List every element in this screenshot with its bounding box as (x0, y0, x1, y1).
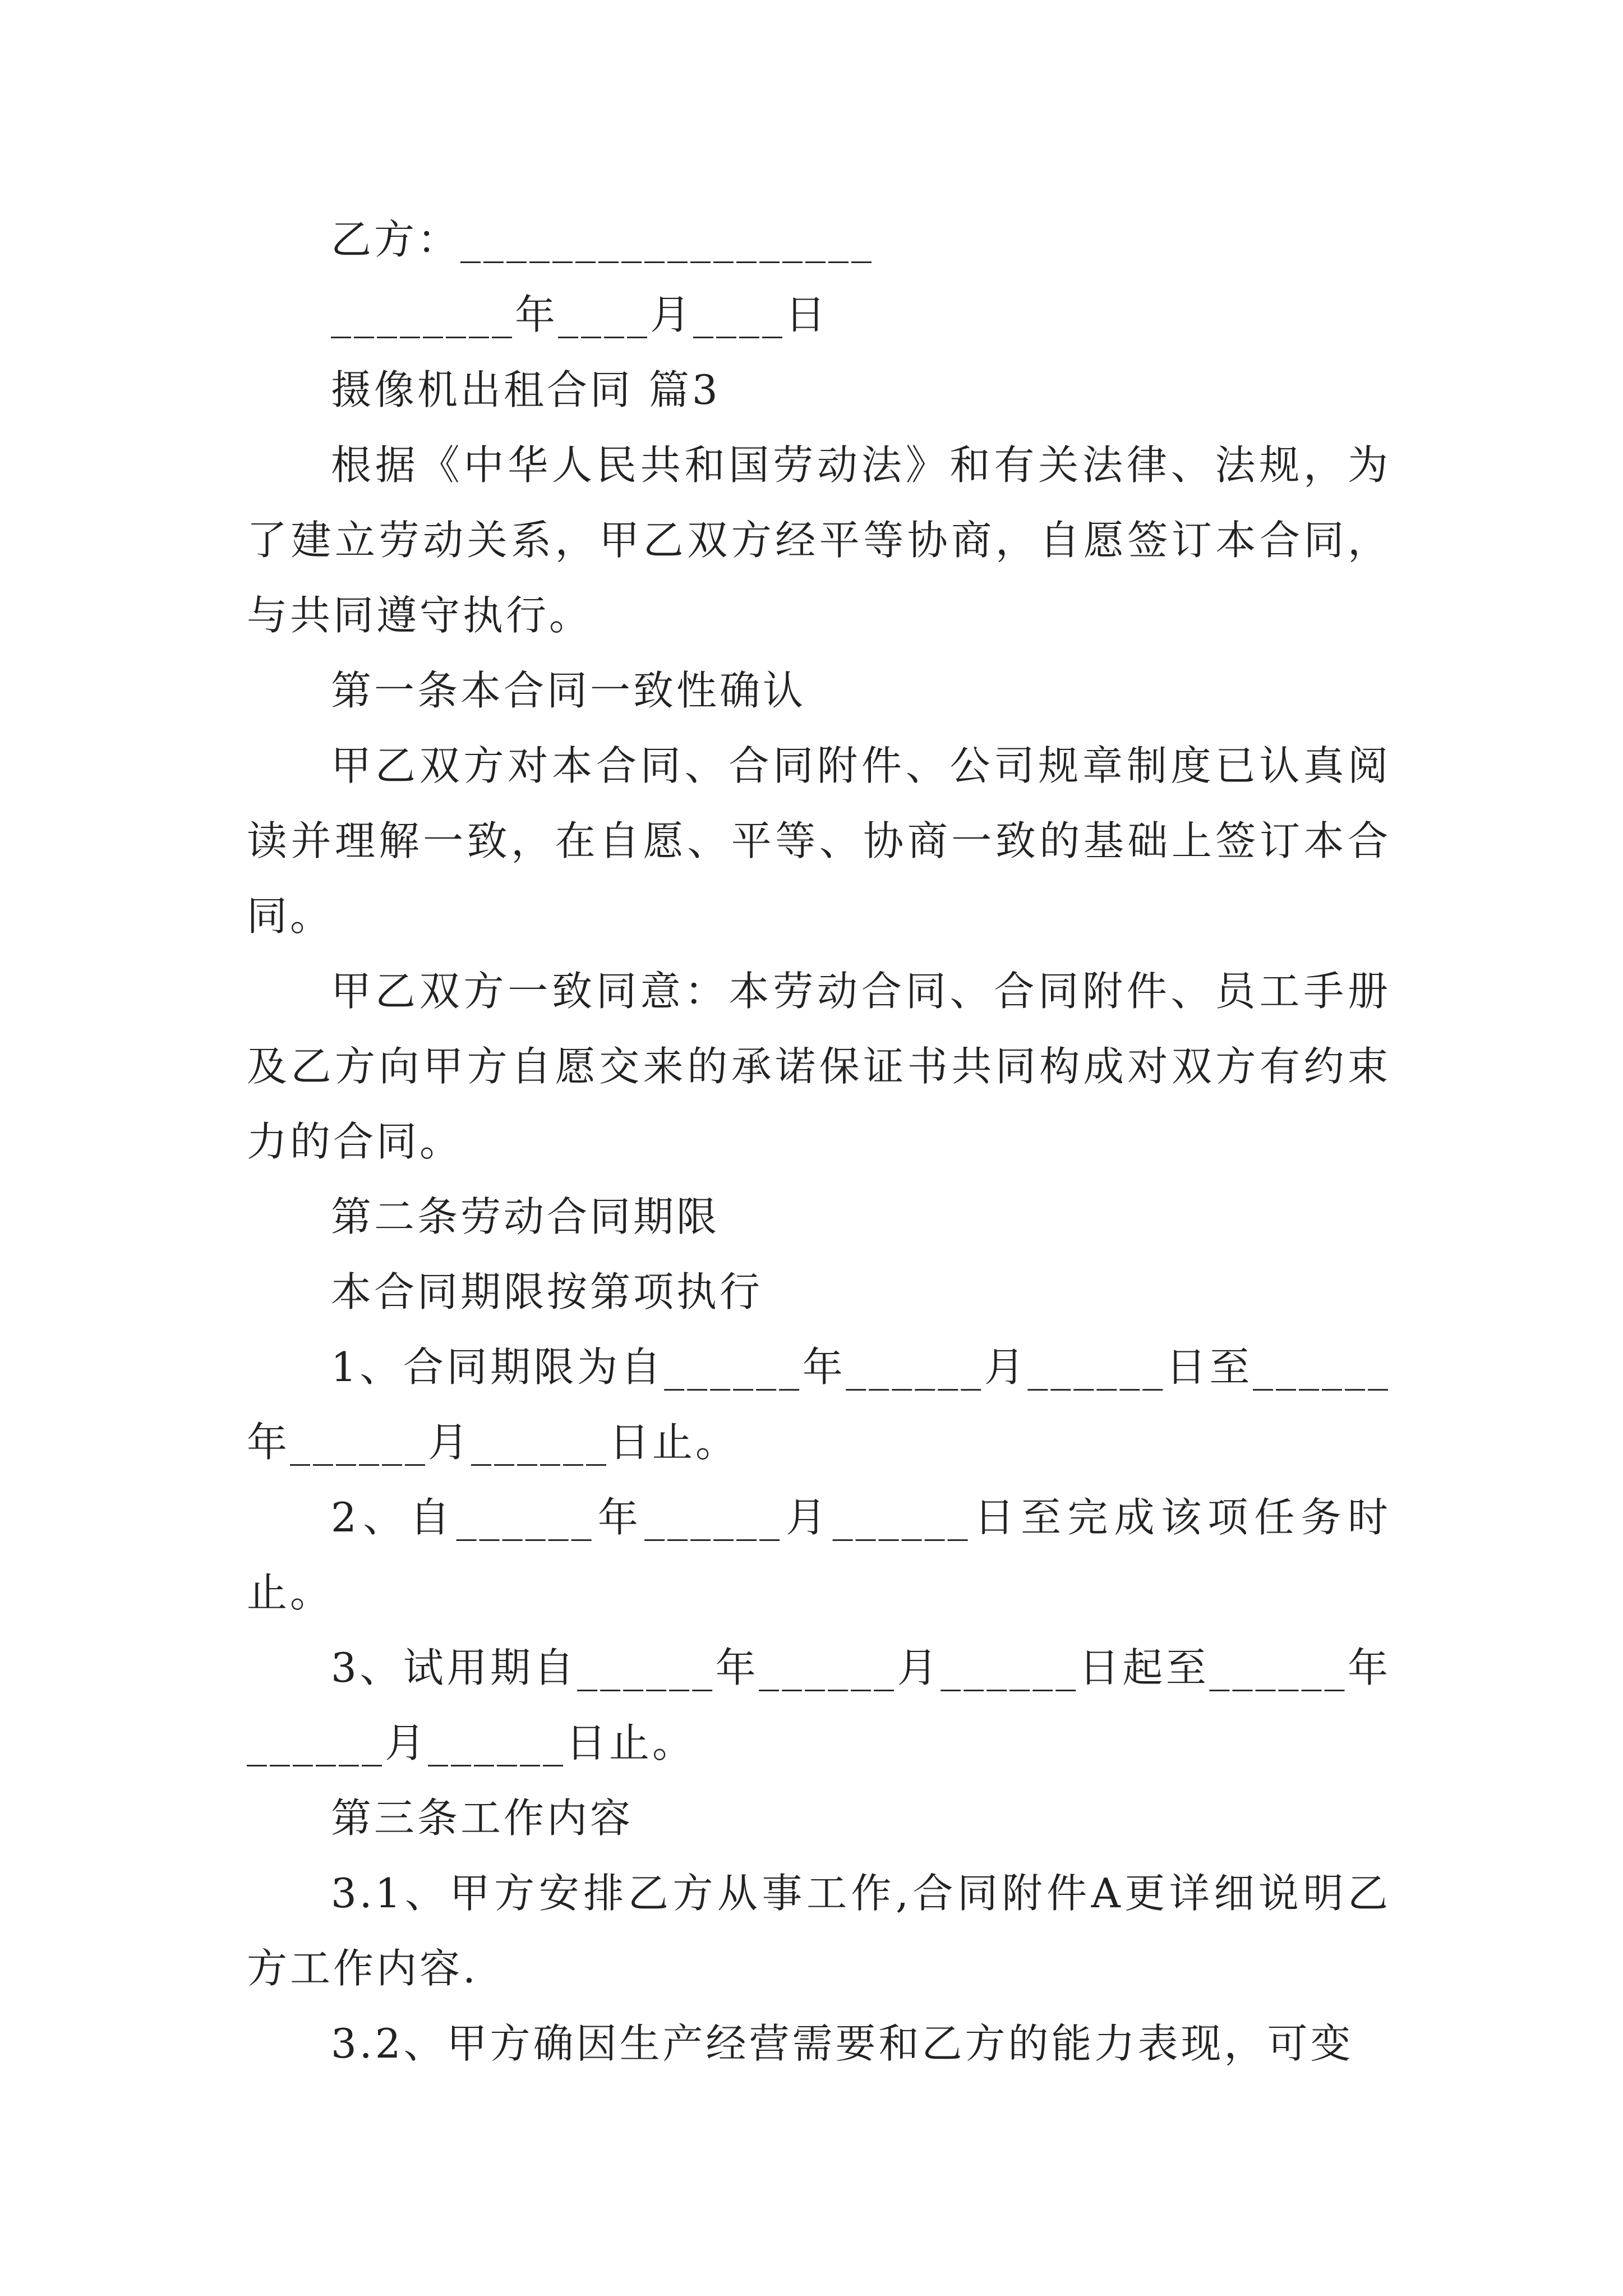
preamble-paragraph: 根据《中华人民共和国劳动法》和有关法律、法规，为了建立劳动关系，甲乙双方经平等协商，自愿签订本合同，与共同遵守执行。 (247, 441, 1391, 639)
article-1-paragraph-1: 甲乙双方对本合同、合同附件、公司规章制度已认真阅读并理解一致，在自愿、平等、协商一致的基础上签订本合同。 (247, 742, 1391, 940)
clause-3-2: 3.2、甲方确因生产经营需要和乙方的能力表现，可变 (331, 2020, 1354, 2067)
signature-line-party-b: 乙方：__________________ (331, 216, 875, 263)
term-item-1: 1、合同期限为自______年______月______日至______年______月______日止。 (247, 1343, 1391, 1466)
document-body (247, 202, 1391, 2081)
article-3-heading: 第三条工作内容 (331, 1795, 634, 1842)
term-item-3: 3、试用期自______年______月______日起至______年______月______日止。 (247, 1644, 1391, 1766)
article-1-heading: 第一条本合同一致性确认 (331, 667, 806, 714)
date-line: ________年____月____日 (331, 291, 828, 338)
term-item-2: 2、自______年______月______日至完成该项任务时止。 (247, 1494, 1391, 1616)
section-title: 摄像机出租合同 篇3 (331, 366, 721, 413)
article-2-intro: 本合同期限按第项执行 (331, 1268, 763, 1315)
article-2-heading: 第二条劳动合同期限 (331, 1193, 720, 1240)
article-1-paragraph-2: 甲乙双方一致同意：本劳动合同、合同附件、员工手册及乙方向甲方自愿交来的承诺保证书共同构成对双方有约束力的合同。 (247, 968, 1391, 1165)
clause-3-1: 3.1、甲方安排乙方从事工作,合同附件A更详细说明乙方工作内容. (247, 1870, 1391, 1992)
